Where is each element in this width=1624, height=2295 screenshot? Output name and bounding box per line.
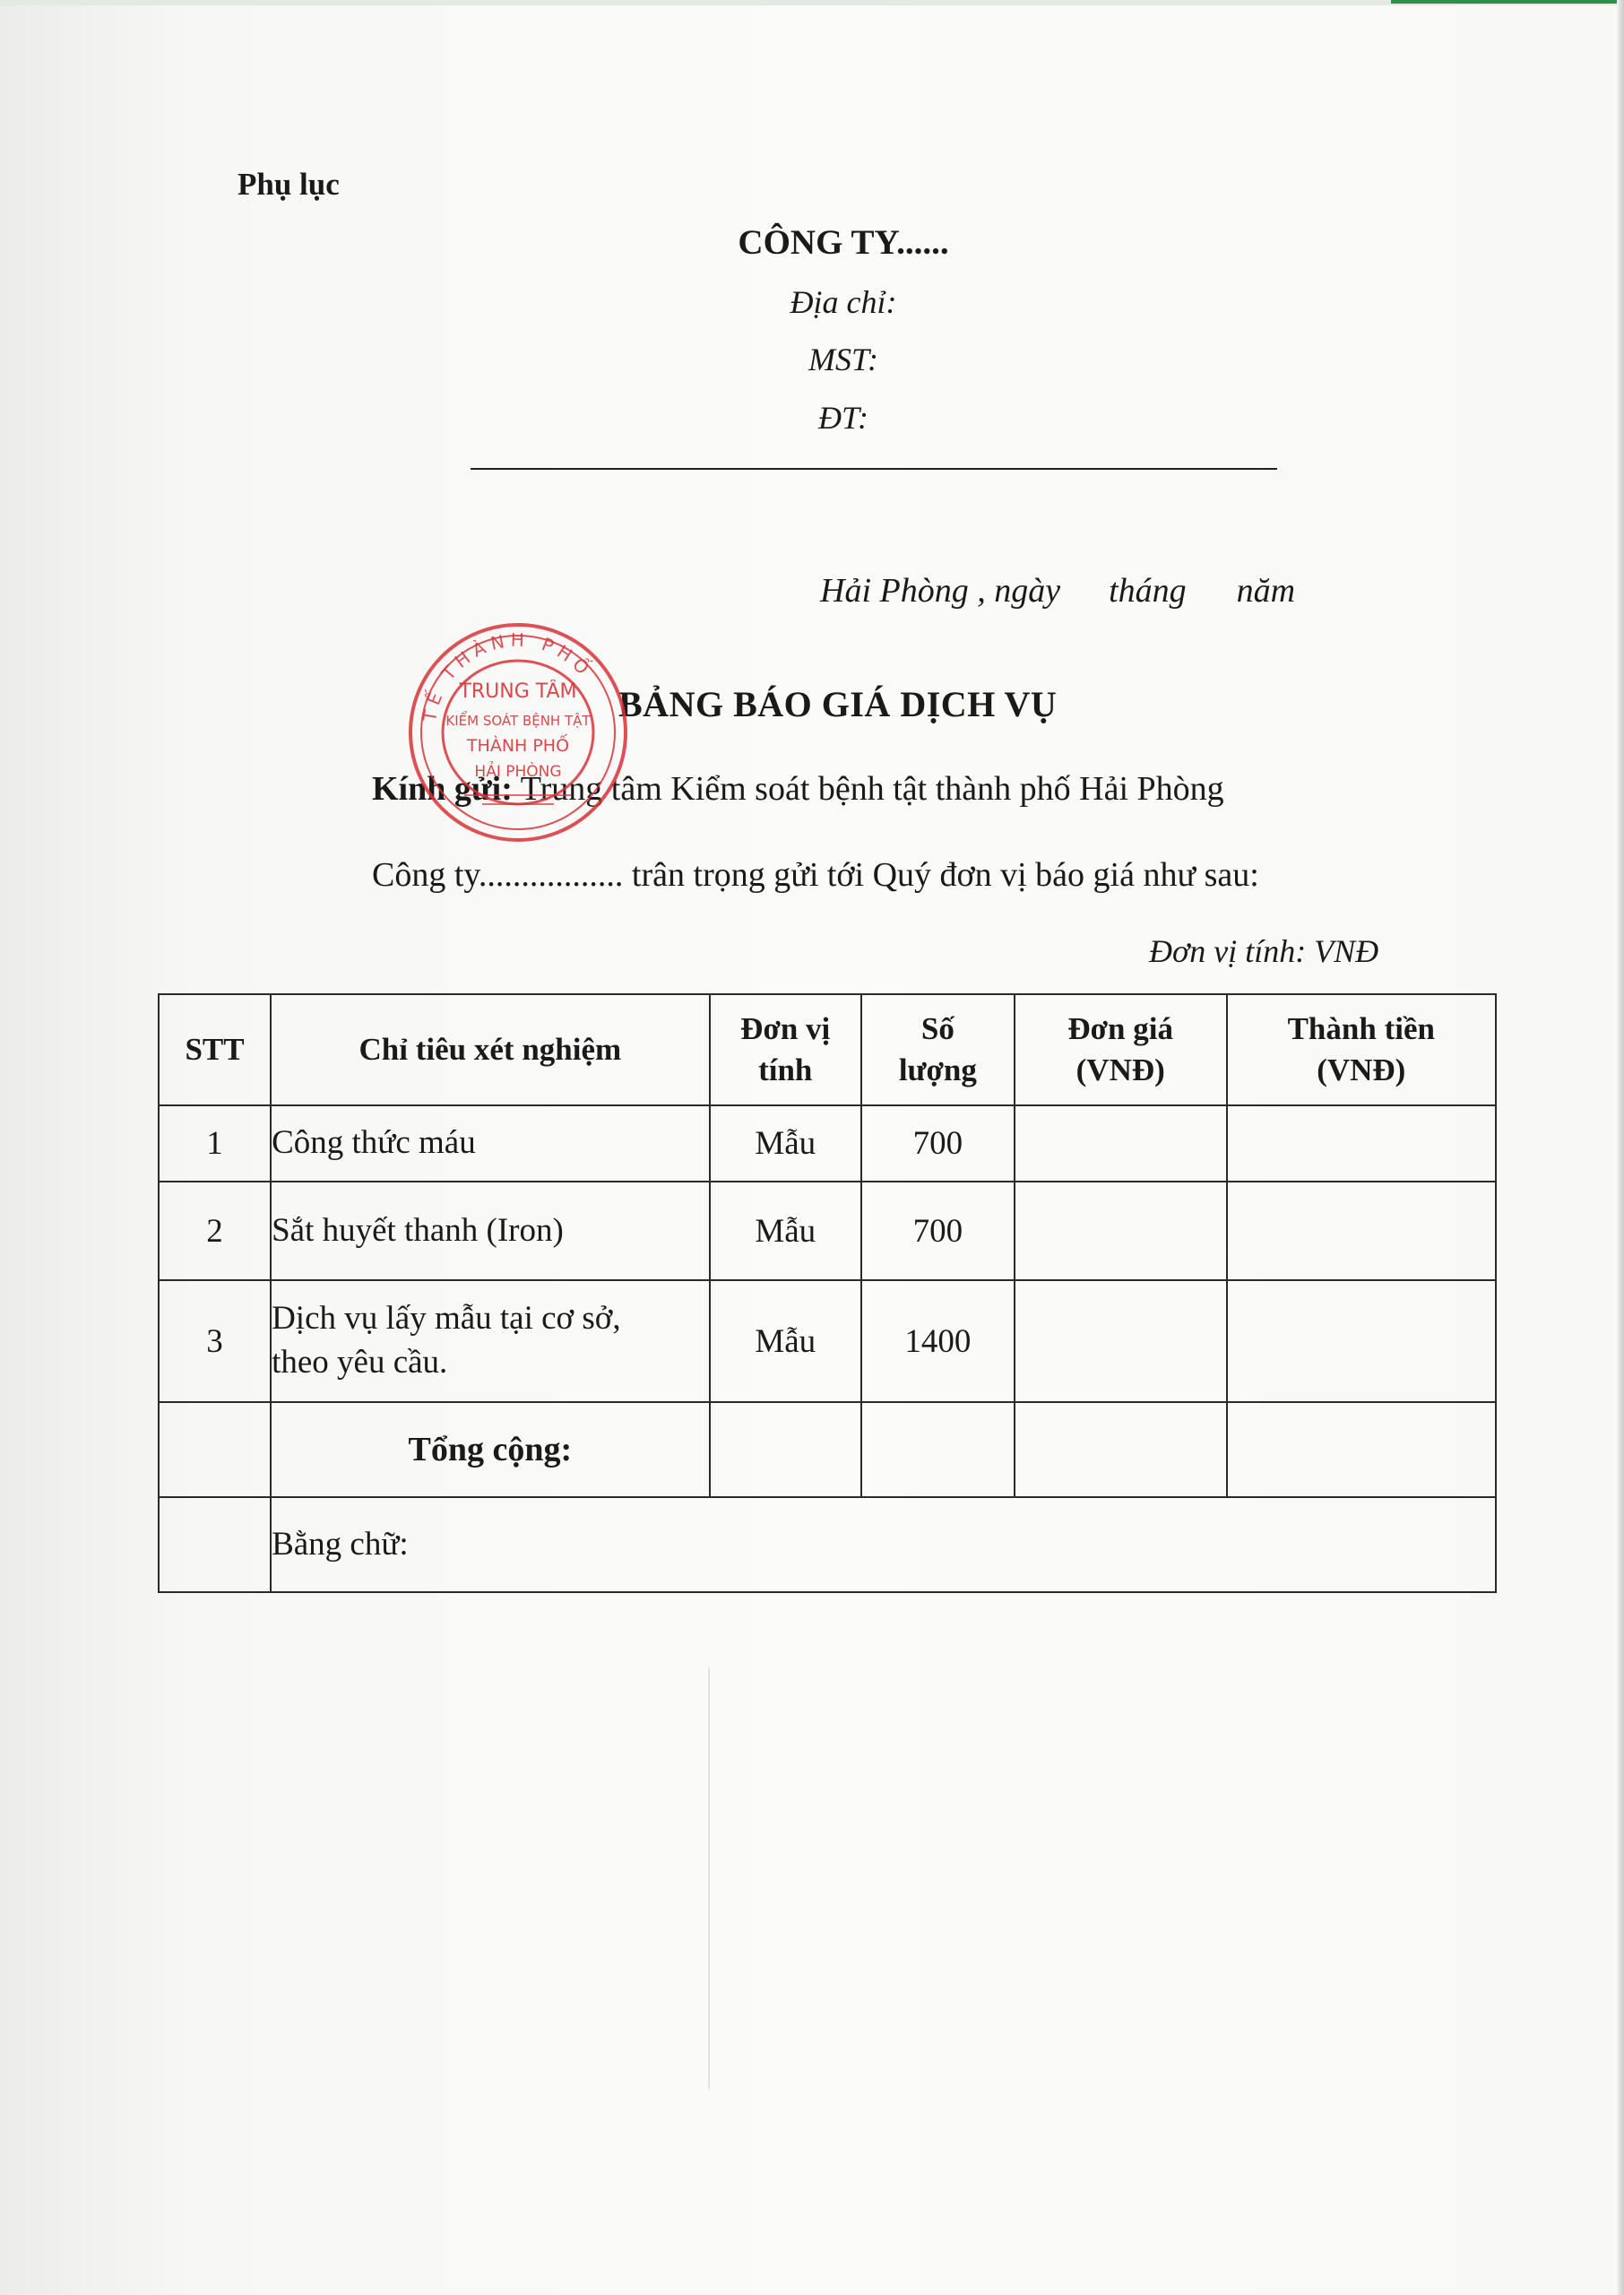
in-words-stt-cell — [159, 1497, 271, 1592]
header-unit-text: Đơn vị tính — [740, 1010, 831, 1087]
company-phone: ĐT: — [817, 400, 869, 436]
scan-color-mark — [1391, 0, 1624, 4]
row-stt: 1 — [159, 1105, 271, 1182]
header-unit-price — [1015, 994, 1227, 1105]
row-quantity: 1400 — [861, 1280, 1015, 1402]
scan-artifact-line — [708, 1667, 710, 2089]
stamp-line-3: THÀNH PHỐ — [466, 736, 570, 756]
company-name: CÔNG TY...... — [738, 223, 949, 262]
header-quantity-text: Số lượng — [898, 1010, 977, 1087]
total-stt-cell — [159, 1402, 271, 1497]
table-row — [159, 1182, 1496, 1280]
total-row — [159, 1402, 1496, 1497]
row-unit-price — [1015, 1105, 1227, 1182]
header-unit-price-text: Đơn giá (VNĐ) — [1067, 1010, 1174, 1087]
scan-edge-top — [0, 0, 1624, 5]
table-row — [159, 1105, 1496, 1182]
row-stt: 3 — [159, 1280, 271, 1402]
company-address: Địa chỉ: — [790, 284, 897, 320]
dateline — [820, 571, 1295, 611]
total-unit-price-cell — [1015, 1402, 1227, 1497]
total-label: Tổng cộng: — [271, 1402, 710, 1497]
row-unit-price — [1015, 1280, 1227, 1402]
header-amount — [1227, 994, 1496, 1105]
recipient-name: Trung tâm Kiểm soát bệnh tật thành phố Hải Phòng — [520, 770, 1224, 808]
row-unit-price — [1015, 1182, 1227, 1280]
row-unit: Mẫu — [710, 1105, 861, 1182]
unit-note: Đơn vị tính: VNĐ — [1149, 933, 1379, 969]
row-unit: Mẫu — [710, 1280, 861, 1402]
total-amount-cell — [1227, 1402, 1496, 1497]
recipient-label: Kính gửi: — [372, 770, 513, 808]
row-quantity: 700 — [861, 1182, 1015, 1280]
row-name: Công thức máu — [271, 1105, 710, 1182]
header-unit — [710, 994, 861, 1105]
quote-table — [158, 993, 1497, 1593]
table-row — [159, 1280, 1496, 1402]
row-name — [271, 1280, 710, 1402]
intro-text: Công ty................. trân trọng gửi tới Quý đơn vị báo giá như sau: — [372, 856, 1259, 894]
row-name: Sắt huyết thanh (Iron) — [271, 1182, 710, 1280]
appendix-label: Phụ lục — [238, 167, 340, 202]
in-words-row — [159, 1497, 1496, 1592]
stamp-line-4: HẢI PHÒNG — [474, 763, 562, 781]
stamp-line-2: KIỂM SOÁT BỆNH TẬT — [445, 713, 591, 729]
header-divider — [471, 468, 1277, 470]
row-unit: Mẫu — [710, 1182, 861, 1280]
row-amount — [1227, 1280, 1496, 1402]
total-unit-cell — [710, 1402, 861, 1497]
document-title: BẢNG BÁO GIÁ DỊCH VỤ — [618, 684, 1058, 724]
row-name-text: Dịch vụ lấy mẫu tại cơ sở, theo yêu cầu. — [272, 1300, 621, 1381]
dateline-year: năm — [1236, 572, 1296, 610]
stamp-ring-path: TẾ THÀNH PHỐ — [419, 628, 598, 723]
row-amount — [1227, 1105, 1496, 1182]
stamp-line-1: TRUNG TÂM — [459, 680, 577, 703]
row-amount — [1227, 1182, 1496, 1280]
header-stt: STT — [159, 994, 271, 1105]
in-words-label: Bằng chữ: — [271, 1497, 1496, 1592]
header-amount-text: Thành tiền (VNĐ) — [1287, 1010, 1435, 1087]
dateline-place: Hải Phòng , ngày — [820, 572, 1061, 610]
total-quantity-cell — [861, 1402, 1015, 1497]
company-tax-code: MST: — [808, 342, 878, 377]
dateline-month: tháng — [1109, 572, 1187, 610]
table-header-row — [159, 994, 1496, 1105]
header-name: Chỉ tiêu xét nghiệm — [271, 994, 710, 1105]
header-quantity — [861, 994, 1015, 1105]
row-quantity: 700 — [861, 1105, 1015, 1182]
row-stt: 2 — [159, 1182, 271, 1280]
official-stamp — [402, 611, 635, 853]
